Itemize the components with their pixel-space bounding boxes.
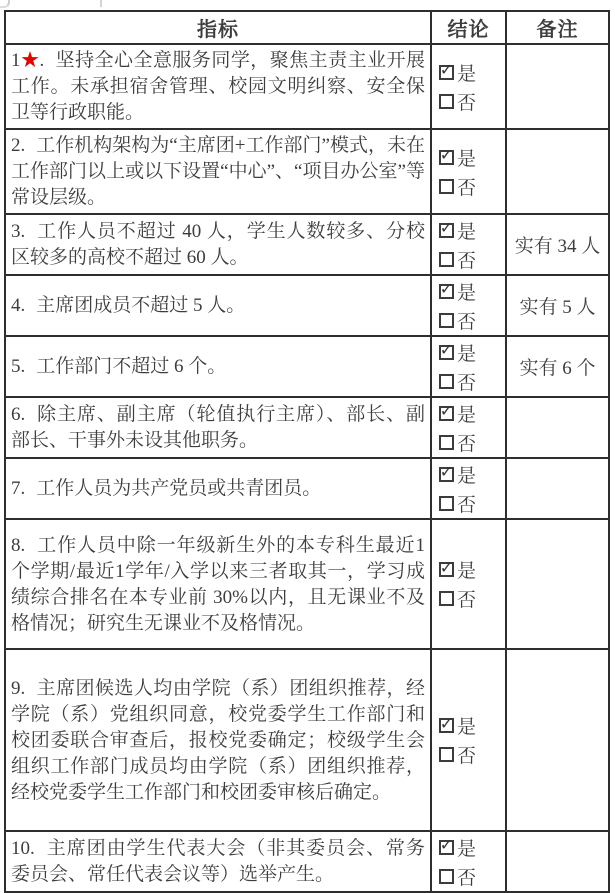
table-row: [5, 129, 609, 214]
no-label: 否: [457, 433, 477, 455]
indicator-text: 工作人员不超过 40 人，学生人数较多、分校区较多的高校不超过 60 人。: [11, 221, 425, 268]
yes-option: [439, 278, 503, 304]
row-number-dot: .: [20, 356, 26, 377]
indicator-text: 主席团成员不超过 5 人。: [36, 295, 246, 316]
conclusion-cell: [431, 214, 506, 275]
yes-label: 是: [457, 221, 477, 243]
yes-label: 是: [457, 148, 477, 170]
yes-option: [439, 834, 503, 860]
row-number-dot: .: [20, 478, 26, 499]
checkbox-checked-icon[interactable]: [439, 218, 454, 238]
scan-artifact-corner: [0, 0, 10, 8]
remark-cell: [506, 129, 609, 214]
yes-option: [439, 144, 503, 170]
table-row: [5, 649, 609, 831]
yes-option: [439, 339, 503, 365]
row-number: 1: [11, 50, 21, 71]
check-icon: ✓: [439, 401, 454, 420]
check-icon: ✓: [439, 145, 454, 164]
row-number: 4: [11, 295, 21, 316]
conclusion-cell: [431, 831, 506, 892]
checkbox-empty-icon[interactable]: [439, 435, 454, 450]
table-row: [5, 214, 609, 275]
table-row: [5, 44, 609, 129]
row-number: 7: [11, 478, 21, 499]
no-option: [439, 490, 503, 516]
indicator-cell: [5, 831, 431, 892]
no-label: 否: [457, 372, 477, 394]
indicator-text: 工作部门不超过 6 个。: [36, 356, 227, 377]
remark-cell: [506, 397, 609, 458]
checkbox-checked-icon[interactable]: [439, 835, 454, 855]
no-option: [439, 88, 503, 114]
checkbox-empty-icon[interactable]: [439, 374, 454, 389]
col-header-indicator: 指标: [5, 11, 431, 44]
yes-label: 是: [457, 561, 477, 582]
yes-option: [439, 713, 503, 739]
indicator-cell: [5, 214, 431, 275]
checkbox-empty-icon[interactable]: [439, 252, 454, 267]
indicator-cell: [5, 397, 431, 458]
checkbox-checked-icon[interactable]: [439, 60, 454, 80]
scan-artifact-tick: [100, 0, 102, 7]
remark-cell: [506, 336, 609, 397]
checkbox-empty-icon[interactable]: [439, 496, 454, 511]
row-number: 6: [11, 404, 21, 425]
conclusion-cell: [431, 44, 506, 129]
star-icon: ★: [20, 50, 40, 70]
no-label: 否: [457, 92, 477, 114]
no-option: [439, 742, 503, 768]
checkbox-checked-icon[interactable]: [439, 145, 454, 165]
row-number: 3: [11, 221, 21, 242]
row-number: 5: [11, 356, 21, 377]
check-icon: ✓: [439, 279, 454, 298]
row-number-dot: .: [20, 295, 26, 316]
indicator-text: 除主席、副主席（轮值执行主席）、部长、副部长、干事外未设其他职务。: [11, 404, 425, 451]
yes-label: 是: [457, 465, 477, 487]
checkbox-empty-icon[interactable]: [439, 591, 454, 606]
table-row: [5, 519, 609, 649]
checklist-table: [4, 10, 610, 893]
no-option: [439, 586, 503, 612]
conclusion-cell: [431, 458, 506, 519]
check-icon: ✓: [439, 835, 454, 854]
row-number-dot: .: [30, 838, 35, 859]
checkbox-empty-icon[interactable]: [439, 869, 454, 884]
checkbox-checked-icon[interactable]: [439, 401, 454, 421]
checkbox-empty-icon[interactable]: [439, 747, 454, 762]
remark-text: 实有 5 人: [519, 297, 596, 318]
remark-cell: [506, 214, 609, 275]
no-option: [439, 863, 503, 889]
yes-option: [439, 217, 503, 243]
indicator-text: 主席团候选人均由学院（系）团组织推荐，经学院（系）党组织同意，校党委学生工作部门和校团委联合审查后，报校党委确定；校级学生会组织工作部门成员均由学院（系）团组织推荐，经校党委学生工作部门和校团委审核后确定。: [11, 677, 425, 803]
row-number: 9: [11, 677, 21, 699]
check-icon: ✓: [439, 60, 454, 79]
yes-option: [439, 59, 503, 85]
checkbox-empty-icon[interactable]: [439, 179, 454, 194]
table-row: [5, 458, 609, 519]
conclusion-cell: [431, 519, 506, 649]
row-number-dot: .: [20, 534, 26, 556]
no-option: [439, 173, 503, 199]
yes-label: 是: [457, 838, 477, 860]
checkbox-checked-icon[interactable]: [439, 340, 454, 360]
indicator-text: 工作机构架构为“主席团+工作部门”模式，未在工作部门以上或以下设置“中心”、“项目办公室”等常设层级。: [11, 135, 425, 208]
remark-text: 实有 6 个: [519, 358, 596, 379]
indicator-text: 坚持全心全意服务同学，聚焦主责主业开展工作。未承担宿舍管理、校园文明纠察、安全保卫等行政职能。: [11, 50, 425, 123]
yes-label: 是: [457, 404, 477, 426]
col-header-remark: 备注: [506, 11, 609, 44]
check-icon: ✓: [439, 218, 454, 237]
row-number-dot: .: [39, 50, 45, 71]
table-row: [5, 397, 609, 458]
no-label: 否: [457, 494, 477, 516]
conclusion-cell: [431, 397, 506, 458]
indicator-cell: [5, 44, 431, 129]
no-option: [439, 246, 503, 272]
conclusion-cell: [431, 129, 506, 214]
row-number-dot: .: [20, 677, 26, 699]
no-label: 否: [457, 867, 477, 889]
row-number: 10: [11, 838, 30, 859]
remark-cell: [506, 44, 609, 129]
yes-label: 是: [457, 63, 477, 85]
row-number-dot: .: [20, 135, 26, 156]
checkbox-checked-icon[interactable]: [439, 279, 454, 299]
conclusion-cell: [431, 275, 506, 336]
checkbox-empty-icon[interactable]: [439, 94, 454, 109]
conclusion-cell: [431, 336, 506, 397]
no-label: 否: [457, 311, 477, 333]
checkbox-checked-icon[interactable]: [439, 713, 454, 733]
remark-cell: [506, 458, 609, 519]
indicator-cell: [5, 336, 431, 397]
yes-label: 是: [457, 282, 477, 304]
col-header-conclusion: 结论: [431, 11, 506, 44]
table-row: [5, 831, 609, 892]
no-label: 否: [457, 746, 477, 767]
yes-label: 是: [457, 343, 477, 365]
remark-cell: [506, 831, 609, 892]
row-number-dot: .: [20, 404, 26, 425]
yes-option: [439, 461, 503, 487]
remark-text: 实有 34 人: [514, 236, 601, 257]
indicator-cell: [5, 275, 431, 336]
yes-label: 是: [457, 717, 477, 738]
conclusion-cell: [431, 649, 506, 831]
check-icon: ✓: [439, 713, 454, 733]
check-icon: ✓: [439, 340, 454, 359]
no-label: 否: [457, 590, 477, 611]
row-number: 2: [11, 135, 21, 156]
row-number-dot: .: [20, 221, 26, 242]
check-icon: ✓: [439, 557, 454, 577]
header-row: [5, 11, 609, 44]
checkbox-checked-icon[interactable]: [439, 557, 454, 577]
remark-cell: [506, 275, 609, 336]
no-label: 否: [457, 177, 477, 199]
checkbox-empty-icon[interactable]: [439, 313, 454, 328]
checkbox-checked-icon[interactable]: [439, 462, 454, 482]
remark-cell: [506, 649, 609, 831]
check-icon: ✓: [439, 462, 454, 481]
yes-option: [439, 400, 503, 426]
indicator-cell: [5, 458, 431, 519]
yes-option: [439, 557, 503, 583]
indicator-text: 工作人员为共产党员或共青团员。: [36, 478, 322, 499]
remark-cell: [506, 519, 609, 649]
no-option: [439, 368, 503, 394]
no-option: [439, 307, 503, 333]
indicator-text: 工作人员中除一年级新生外的本专科生最近1个学期/最近1学年/入学以来三者取其一，学习成绩综合排名在本专业前 30%以内，且无课业不及格情况；研究生无课业不及格情况。: [11, 534, 425, 634]
no-option: [439, 429, 503, 455]
indicator-cell: [5, 519, 431, 649]
table-row: [5, 275, 609, 336]
indicator-cell: [5, 649, 431, 831]
indicator-text: 主席团由学生代表大会（非其委员会、常务委员会、常任代表会议等）选举产生。: [11, 838, 425, 885]
row-number: 8: [11, 534, 21, 556]
indicator-cell: [5, 129, 431, 214]
table-row: [5, 336, 609, 397]
no-label: 否: [457, 250, 477, 272]
